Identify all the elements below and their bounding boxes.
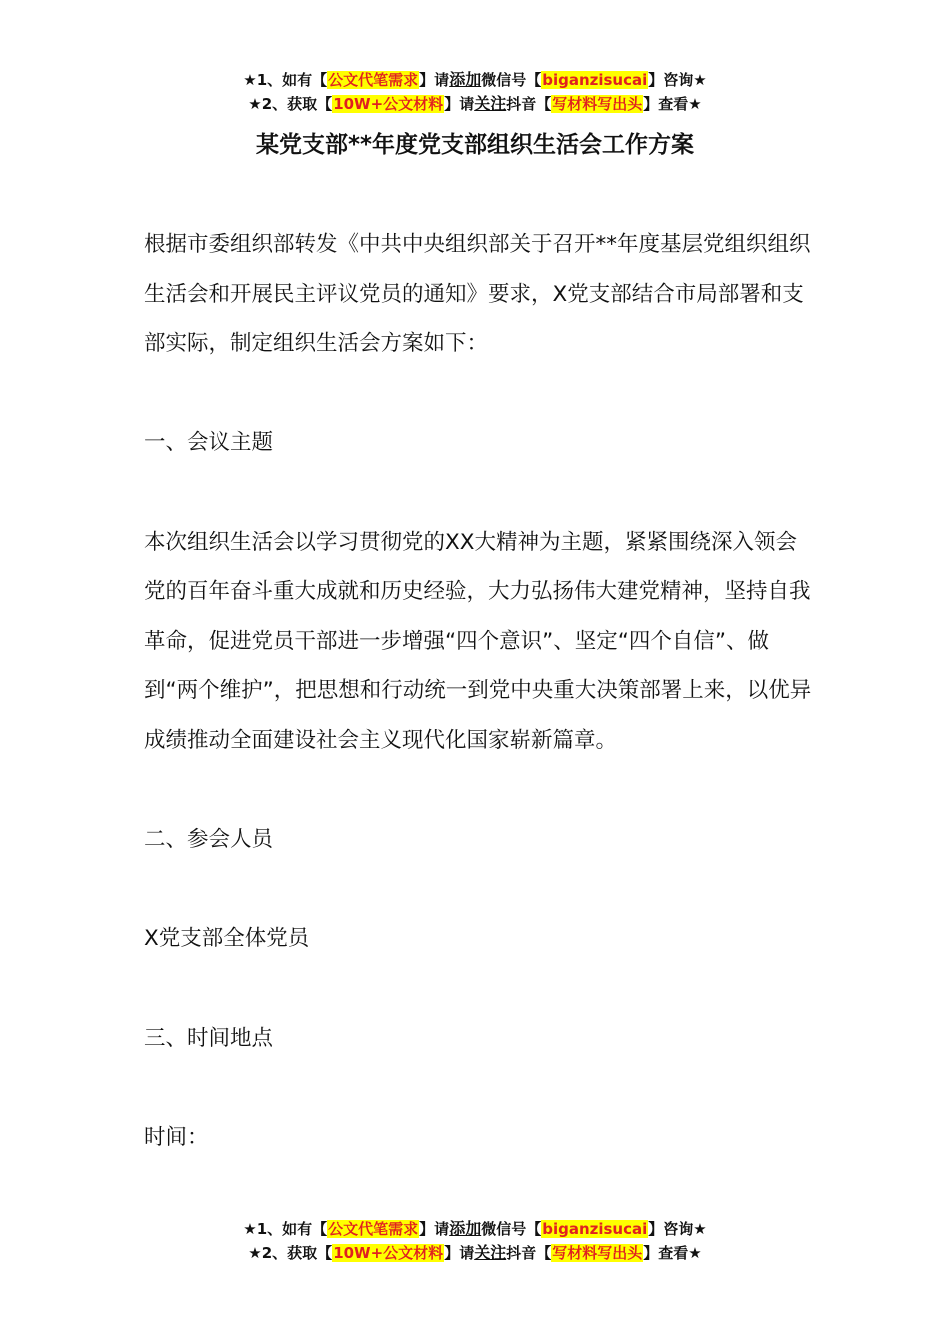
banner-text: 】咨询★ bbox=[648, 71, 707, 89]
highlight-text: biganzisucai bbox=[542, 71, 648, 89]
banner-text: 抖音【 bbox=[506, 95, 552, 113]
paragraph-spacer bbox=[144, 468, 812, 518]
banner-line-2 bbox=[0, 1241, 950, 1265]
document-body bbox=[144, 220, 812, 1162]
intro-paragraph: 根据市委组织部转发《中共中央组织部关于召开**年度基层党组织组织生活会和开展民主评议党员的通知》要求，X党支部结合市局部署和支部实际，制定组织生活会方案如下： bbox=[144, 232, 811, 357]
banner-text: 抖音【 bbox=[506, 1244, 552, 1262]
banner-text: 微信号【 bbox=[481, 1220, 542, 1238]
banner-text: 】请 bbox=[419, 1220, 450, 1238]
section-paragraph-2: X党支部全体党员 bbox=[144, 926, 310, 952]
banner-text: 微信号【 bbox=[481, 71, 542, 89]
highlight-text: 10W+公文材料 bbox=[333, 95, 444, 113]
banner-line-1 bbox=[0, 68, 950, 92]
section-heading-1: 一、会议主题 bbox=[144, 430, 274, 456]
banner-text: ★1、如有【 bbox=[243, 1220, 328, 1238]
banner-text: 】查看★ bbox=[643, 1244, 702, 1262]
highlight-text: biganzisucai bbox=[542, 1220, 648, 1238]
underlined-text: 添加 bbox=[449, 1219, 482, 1238]
banner-text: ★2、获取【 bbox=[248, 1244, 333, 1262]
highlight-text: 写材料写出头 bbox=[552, 95, 643, 113]
underlined-text: 添加 bbox=[449, 70, 482, 89]
paragraph-spacer bbox=[144, 964, 812, 1014]
paragraph-spacer bbox=[144, 766, 812, 816]
banner-text: ★2、获取【 bbox=[248, 95, 333, 113]
footer-banner bbox=[0, 1217, 950, 1265]
section-paragraph-1: 本次组织生活会以学习贯彻党的XX大精神为主题，紧紧围绕深入领会党的百年奋斗重大成就和历史经验，大力弘扬伟大建党精神，坚持自我革命，促进党员干部进一步增强“四个意识”、坚定“四个自信”、做到“两个维护”，把思想和行动统一到党中央重大决策部署上来，以优异成绩推动全面建设社会主义现代化国家崭新篇章。 bbox=[144, 529, 812, 753]
header-banner bbox=[0, 68, 950, 116]
section-heading-2: 二、参会人员 bbox=[144, 827, 274, 853]
banner-text: 】请 bbox=[444, 1244, 475, 1262]
highlight-text: 10W+公文材料 bbox=[333, 1244, 444, 1262]
banner-text: 】请 bbox=[419, 71, 450, 89]
underlined-text: 关注 bbox=[474, 94, 507, 113]
highlight-text: 公文代笔需求 bbox=[328, 71, 419, 89]
banner-text: 】请 bbox=[444, 95, 475, 113]
banner-line-2 bbox=[0, 92, 950, 116]
paragraph-spacer bbox=[144, 865, 812, 915]
banner-text: 】咨询★ bbox=[648, 1220, 707, 1238]
banner-text: 】查看★ bbox=[643, 95, 702, 113]
banner-line-1 bbox=[0, 1217, 950, 1241]
paragraph-spacer bbox=[144, 369, 812, 419]
paragraph-spacer bbox=[144, 1063, 812, 1113]
document-title: 某党支部**年度党支部组织生活会工作方案 bbox=[255, 132, 695, 158]
underlined-text: 关注 bbox=[474, 1243, 507, 1262]
highlight-text: 公文代笔需求 bbox=[328, 1220, 419, 1238]
highlight-text: 写材料写出头 bbox=[552, 1244, 643, 1262]
banner-text: ★1、如有【 bbox=[243, 71, 328, 89]
time-label: 时间： bbox=[144, 1124, 209, 1150]
section-heading-3: 三、时间地点 bbox=[144, 1025, 274, 1051]
